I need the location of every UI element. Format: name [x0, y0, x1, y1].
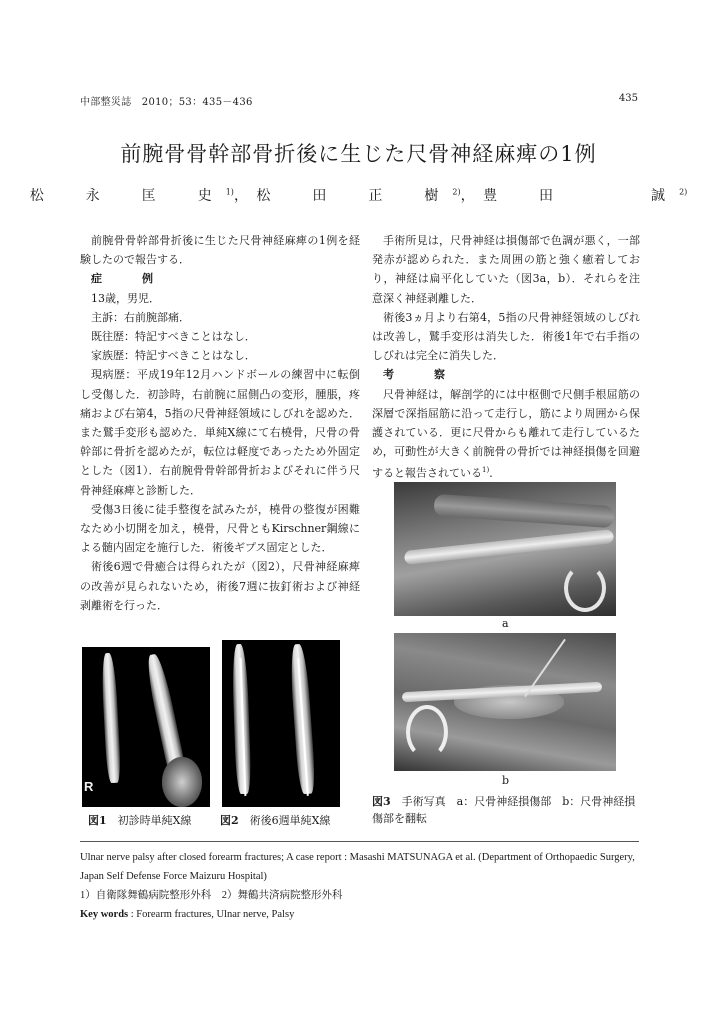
author-1-affiliation: 1) [225, 187, 234, 197]
discussion-heading-char-1: 考 [383, 368, 394, 382]
right-column [372, 231, 640, 483]
discussion-end: ． [489, 467, 501, 481]
case-heading [80, 269, 360, 288]
footer-divider [80, 841, 639, 842]
left-column [80, 231, 360, 615]
family-history: 家族歴：特記すべきことはなし． [91, 349, 256, 363]
figure-3b-label: b [502, 774, 510, 787]
present-illness: 現病歴：平成19年12月ハンドボールの練習中に転倒し受傷した．初診時，右前腕に屈側凸の変形，腫脹，疼痛および右第4，5指の尺骨神経領域にしびれを認めた．また鷲手変形も認めた．単純X線にて右橈骨，尺骨の骨幹部に骨折を認めたが，転位は軽度であったため外固定とした（図1）．右前腕骨骨幹部骨折およびそれに伴う尺骨神経麻痺と診断した． [80, 368, 360, 497]
author-2-affiliation: 2) [452, 187, 461, 197]
author-3: 豊 田 誠 [483, 188, 680, 204]
discussion-text: 尺骨神経は，解剖学的には中枢側で尺側手根屈筋の深層で深指屈筋に沿って走行し，筋により周囲から保護されている．更に尺骨からも離れて走行しているため，可動性が大きく前腕骨の骨折では神経損傷を回避すると報告されている [372, 387, 640, 481]
discussion-heading-char-2: 察 [434, 368, 445, 382]
figure-3-label: 図3 [372, 795, 391, 808]
discussion-reference: 1) [482, 466, 490, 475]
chief-complaint: 主訴：右前腕部痛． [91, 310, 190, 324]
keywords-line [80, 905, 640, 924]
side-marker: R [84, 779, 94, 794]
figure-2-label: 図2 [220, 814, 239, 827]
discussion-paragraph [372, 385, 640, 484]
figure-3-caption [372, 793, 644, 827]
article-title: 前腕骨骨幹部骨折後に生じた尺骨神経麻痺の1例 [120, 142, 597, 166]
retractor-loop [406, 705, 448, 759]
figure-3b-photo [394, 633, 616, 771]
figure-2-xray [222, 640, 340, 807]
case-heading-char-2: 例 [142, 272, 153, 286]
surgical-findings: 手術所見は，尺骨神経は損傷部で色調が悪く，一部発赤が認められた．また周囲の筋と強く癒着しており，神経は扁平化していた（図3a，b）．それらを注意深く神経剥離した． [372, 234, 640, 305]
intro-paragraph: 前腕骨骨幹部骨折後に生じた尺骨神経麻痺の1例を経験したので報告する． [80, 234, 360, 267]
figure-3a-photo [394, 482, 616, 616]
wrist-shape [162, 757, 202, 807]
journal-citation: 中部整災誌 2010；53：435－436 [80, 97, 253, 108]
figure-3-caption-text: 手術写真 a：尺骨神経損傷部 b：尺骨神経損傷部を翻転 [372, 795, 636, 825]
keywords-label: Key words [80, 909, 129, 920]
retractor-loop [564, 564, 606, 612]
page-number: 435 [618, 93, 638, 104]
figure-1-xray [82, 647, 210, 807]
outcome-paragraph: 術後3ヵ月より右第4，5指の尺骨神経領域のしびれは改善し，鷲手変形は消失した．術後1年で右手指のしびれは完全に消失した． [372, 310, 640, 363]
figure-1-caption-text: 初診時単純X線 [117, 814, 192, 827]
affiliations: 1）自衛隊舞鶴病院整形外科 2）舞鶴共済病院整形外科 [80, 890, 343, 901]
author-2: 松 田 正 樹 [256, 188, 453, 204]
treatment-paragraph-1: 受傷3日後に徒手整復を試みたが，橈骨の整復が困難なため小切開を加え，橈骨，尺骨ともKirschner鋼線による髄内固定を施行した．術後ギプス固定とした． [80, 502, 360, 555]
author-separator: ， [233, 188, 250, 204]
discussion-heading [372, 365, 640, 384]
case-heading-char-1: 症 [91, 272, 102, 286]
english-title-line: Ulnar nerve palsy after closed forearm fractures; A case report : Masashi MATSUNAGA et al. (Department of Orthopaedic Surgery, Japan Self Defense Force Maizuru Hospital) [80, 852, 635, 882]
figure-2-caption [220, 812, 331, 828]
nerve-shape [404, 529, 614, 565]
footer [80, 848, 640, 924]
author-3-affiliation: 2) [679, 187, 688, 197]
figure-1-label: 図1 [88, 814, 107, 827]
radius-bone-shape [101, 653, 122, 784]
keywords-text: : Forearm fractures, Ulnar nerve, Palsy [128, 909, 295, 920]
author-1: 松 永 匡 史 [29, 188, 226, 204]
figure-2-caption-text: 術後6週単純X線 [249, 814, 331, 827]
figure-1-caption [88, 812, 192, 828]
treatment-paragraph-2: 術後6週で骨癒合は得られたが（図2），尺骨神経麻痺の改善が見られないため，術後7週に抜釘術および神経剥離術を行った． [80, 560, 360, 612]
author-line [0, 185, 717, 205]
muscle-shape [433, 494, 614, 529]
author-separator: ， [460, 188, 477, 204]
figure-3a-label: a [502, 617, 509, 630]
age-sex: 13歳，男児． [91, 291, 160, 305]
past-history: 既往歴：特記すべきことはなし． [91, 330, 256, 344]
